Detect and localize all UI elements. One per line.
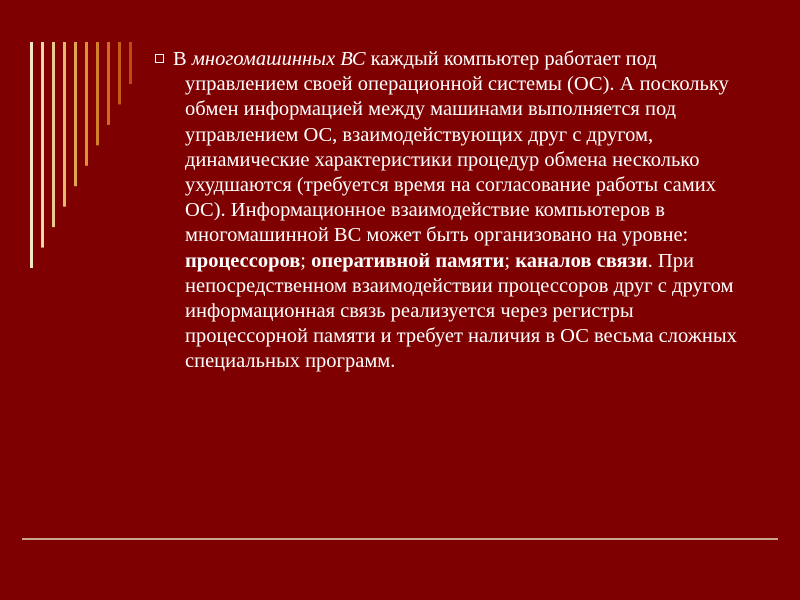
vertical-bars-decoration xyxy=(0,0,140,300)
paragraph-segment: В xyxy=(173,48,192,70)
decoration-bar xyxy=(129,42,132,84)
paragraph-segment: ; xyxy=(504,249,516,272)
decoration-bar xyxy=(63,42,66,207)
decoration-bar xyxy=(52,42,55,227)
decoration-bar xyxy=(30,42,33,268)
paragraph-segment-bold: каналов связи xyxy=(515,249,648,272)
paragraph-segment: каждый компьютер работает под управлением своей операционной системы (ОС). А поскольку обмен информацией между машинами выполняется под управлением ОС, взаимодействующих друг с другом, динамические характеристики процедур обмена несколько ухудшаются (требуется время на согласование работы самих ОС). Информационное взаимодействие компьютеров в многомашинной ВС может быть организовано на уровне: xyxy=(185,48,729,247)
hollow-square-bullet-icon xyxy=(155,54,164,63)
decoration-bar xyxy=(118,42,121,104)
decoration-bar xyxy=(85,42,88,166)
decoration-bar xyxy=(74,42,77,186)
paragraph-segment: ; xyxy=(300,249,312,272)
decoration-bar xyxy=(41,42,44,248)
paragraph-segment: . При непосредственном взаимодействии процессоров друг с другом информационная связь реализуется через регистры процессорной памяти и требует наличия в ОС весьма сложных специальных программ. xyxy=(185,249,737,373)
bottom-divider xyxy=(22,538,778,540)
decoration-bar xyxy=(107,42,110,125)
decoration-bar xyxy=(96,42,99,145)
body-text xyxy=(155,47,755,375)
bullet-paragraph xyxy=(155,47,755,375)
paragraph-segment-italic: многомашинных ВС xyxy=(191,48,366,70)
paragraph-segment-bold: оперативной памяти xyxy=(311,249,505,272)
paragraph-segment-bold: процессоров xyxy=(185,249,301,272)
